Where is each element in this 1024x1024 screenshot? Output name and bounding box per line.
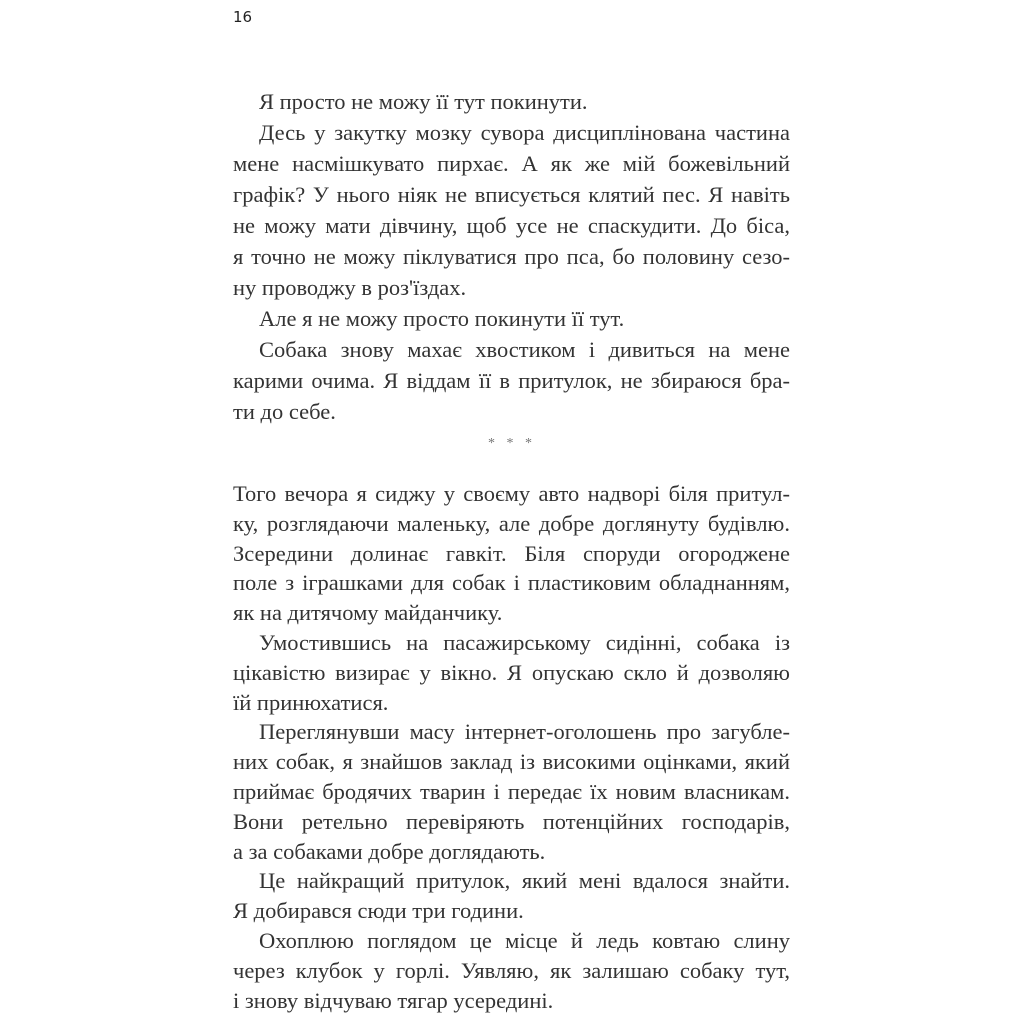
text-section-1 bbox=[233, 86, 790, 427]
text-line: Я добирався сюди три години. bbox=[233, 898, 524, 924]
paragraph bbox=[233, 303, 790, 334]
text-line: цікавістю визирає у вікно. Я опускаю скло й дозволяю bbox=[233, 659, 790, 685]
text-line: Але я не можу просто покинути її тут. bbox=[259, 306, 625, 331]
text-line: приймає бродячих тварин і передає їх новим власникам. bbox=[233, 778, 790, 804]
text-line: як на дитячому майданчику. bbox=[233, 600, 503, 626]
text-line: графік? У нього ніяк не вписується клятий пес. Я навіть bbox=[233, 182, 790, 207]
text-line: я точно не можу піклуватися про пса, бо половину сезо- bbox=[233, 244, 790, 269]
text-line: і знову відчуваю тягар усередині. bbox=[233, 987, 554, 1013]
text-line: Я просто не можу її тут покинути. bbox=[259, 89, 588, 114]
paragraph bbox=[233, 334, 790, 427]
text-line: ну проводжу в роз'їздах. bbox=[233, 275, 467, 300]
scene-break-separator: * * * bbox=[488, 436, 536, 451]
text-line: Собака знову махає хвостиком і дивиться на мене bbox=[259, 337, 790, 362]
text-line: через клубок у горлі. Уявляю, як залишаю собаку тут, bbox=[233, 957, 790, 983]
text-line: Вони ретельно перевіряють потенційних господарів, bbox=[233, 808, 790, 834]
text-line: ти до себе. bbox=[233, 399, 336, 424]
paragraph bbox=[233, 479, 790, 628]
page-number: 16 bbox=[233, 8, 253, 26]
text-line: Умостившись на пасажирському сидінні, собака із bbox=[259, 629, 790, 655]
text-line: Охоплюю поглядом це місце й ледь ковтаю слину bbox=[259, 927, 790, 953]
text-line: Переглянувши масу інтернет-оголошень про загубле- bbox=[259, 719, 790, 745]
text-line: поле з іграшками для собак і пластиковим обладнанням, bbox=[233, 570, 790, 596]
text-line: їй принюхатися. bbox=[233, 689, 389, 715]
text-line: Того вечора я сиджу у своєму авто надворі біля притул- bbox=[233, 481, 790, 506]
text-line: ку, розглядаючи маленьку, але добре доглянуту будівлю. bbox=[233, 510, 790, 536]
text-section-2 bbox=[233, 479, 790, 1015]
text-line: не можу мати дівчину, щоб усе не спаскудити. До біса, bbox=[233, 213, 790, 238]
paragraph bbox=[233, 86, 790, 117]
text-line: карими очима. Я віддам її в притулок, не збираюся бра- bbox=[233, 368, 790, 393]
text-line: мене насмішкувато пирхає. А як же мій божевільний bbox=[233, 151, 790, 176]
text-line: Це найкращий притулок, який мені вдалося знайти. bbox=[259, 868, 790, 894]
paragraph bbox=[233, 926, 790, 1015]
paragraph bbox=[233, 717, 790, 866]
paragraph bbox=[233, 628, 790, 717]
text-line: Десь у закутку мозку сувора дисциплінована частина bbox=[259, 120, 790, 145]
text-line: а за собаками добре доглядають. bbox=[233, 838, 546, 864]
text-line: них собак, я знайшов заклад із високими оцінками, який bbox=[233, 749, 790, 775]
paragraph bbox=[233, 866, 790, 926]
paragraph bbox=[233, 117, 790, 303]
text-line: Зсередини долинає гавкіт. Біля споруди огороджене bbox=[233, 540, 790, 566]
